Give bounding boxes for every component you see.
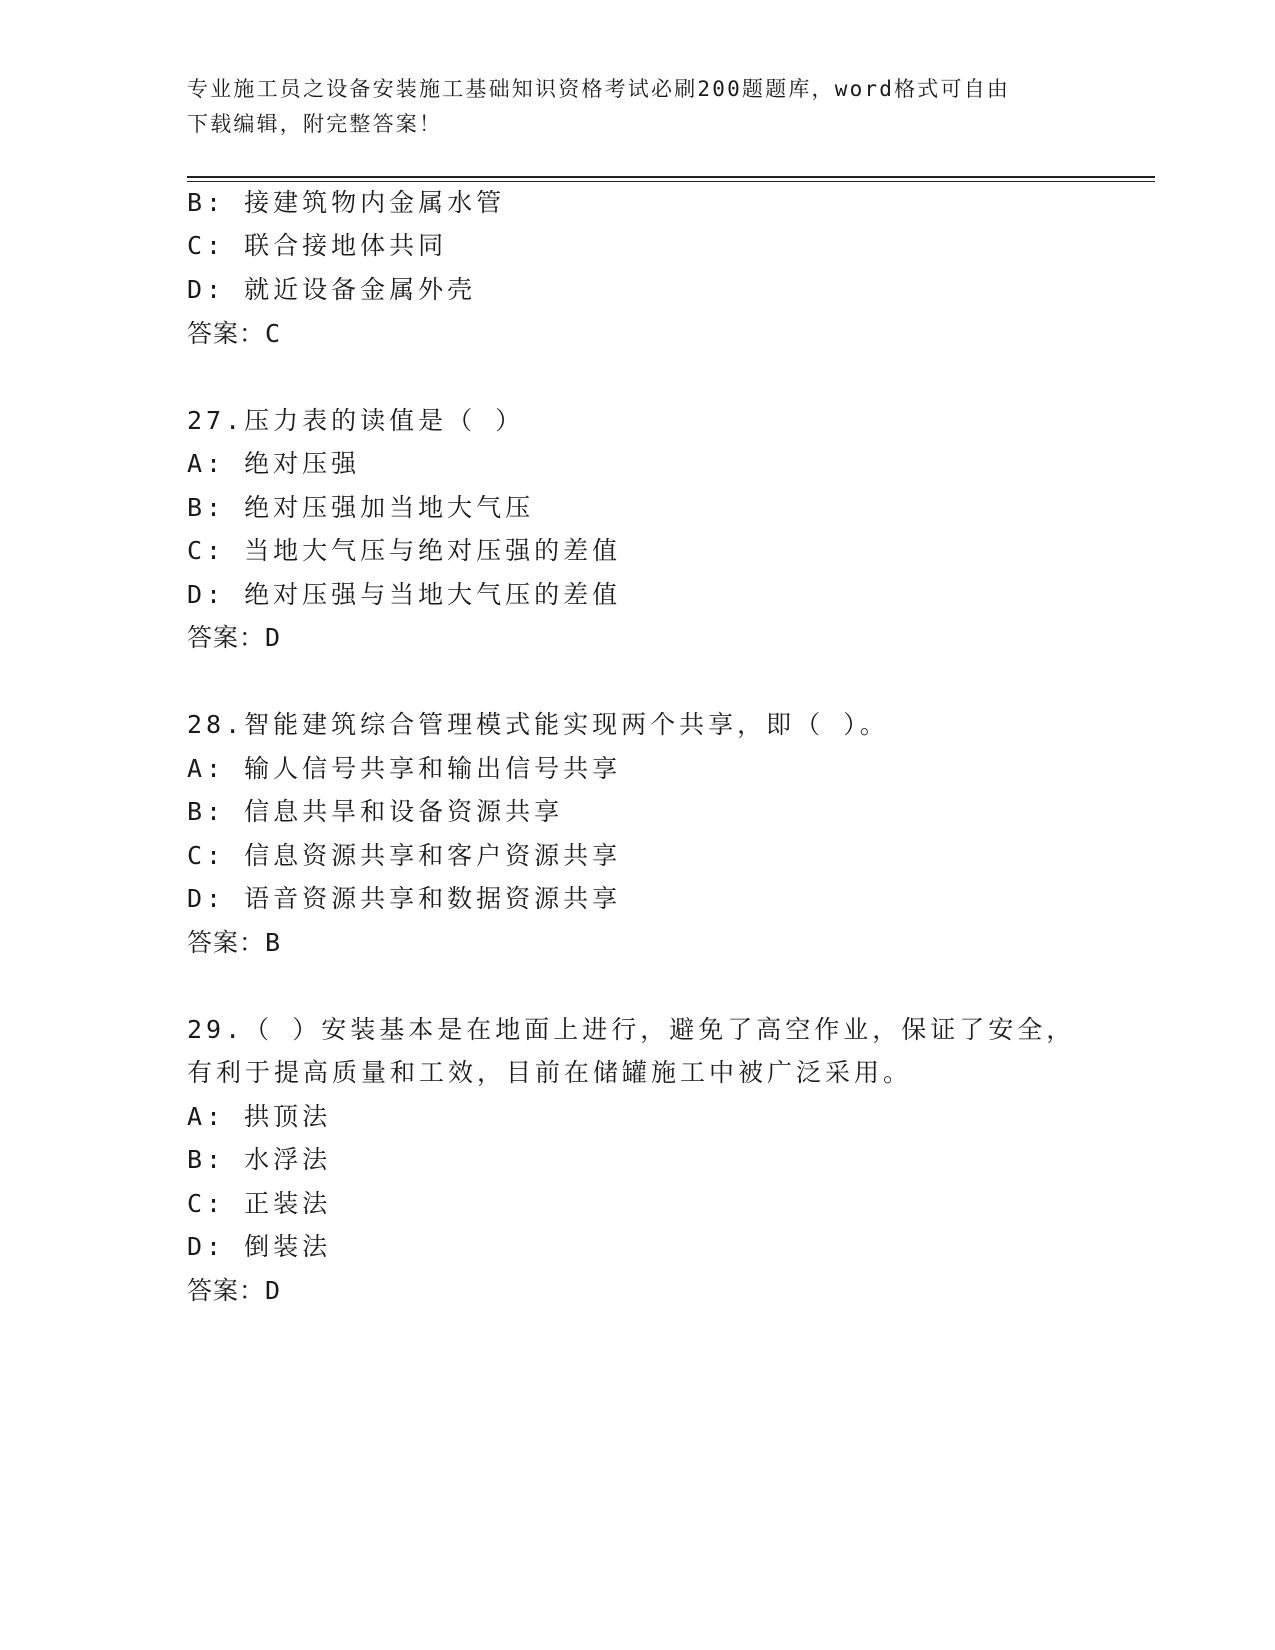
q29-option-a: A: 拱顶法 xyxy=(187,1102,332,1131)
q27-answer xyxy=(187,621,281,655)
header-line-1: 专业施工员之设备安装施工基础知识资格考试必刷200题题库，word格式可自由 xyxy=(187,77,1011,101)
q28-option-c: C: 信息资源共享和客户资源共享 xyxy=(187,841,622,870)
answer-value: D xyxy=(265,623,282,652)
q27-option-c: C: 当地大气压与绝对压强的差值 xyxy=(187,536,622,565)
header-divider-thick xyxy=(187,176,1155,178)
answer-value: C xyxy=(265,319,282,348)
q28-option-d: D: 语音资源共享和数据资源共享 xyxy=(187,884,622,913)
answer-value: B xyxy=(265,928,282,957)
q29-question-line-2: 有利于提高质量和工效，目前在储罐施工中被广泛采用。 xyxy=(187,1058,913,1087)
answer-label: 答案： xyxy=(187,928,266,957)
document-header xyxy=(187,72,1087,142)
q29-option-d: D: 倒装法 xyxy=(187,1232,332,1261)
q29-answer xyxy=(187,1274,281,1308)
header-divider-thin xyxy=(187,181,1155,182)
answer-label: 答案： xyxy=(187,1276,266,1305)
q28-option-b: B: 信息共旱和设备资源共享 xyxy=(187,797,564,826)
q28-question: 28.智能建筑综合管理模式能实现两个共享，即（ ）。 xyxy=(187,710,889,739)
q27-question: 27.压力表的读值是（ ） xyxy=(187,406,525,435)
q29-option-b: B: 水浮法 xyxy=(187,1145,332,1174)
q29-question-line-1: 29.（ ）安装基本是在地面上进行，避免了高空作业，保证了安全， xyxy=(187,1015,1076,1044)
q29-option-c: C: 正装法 xyxy=(187,1189,332,1218)
q26-option-d: D: 就近设备金属外壳 xyxy=(187,275,477,304)
q28-answer xyxy=(187,926,281,960)
answer-label: 答案： xyxy=(187,623,266,652)
q26-answer xyxy=(187,317,281,351)
answer-value: D xyxy=(265,1276,282,1305)
answer-label: 答案： xyxy=(187,319,266,348)
q26-option-c: C: 联合接地体共同 xyxy=(187,231,448,260)
q27-option-b: B: 绝对压强加当地大气压 xyxy=(187,493,535,522)
q27-option-d: D: 绝对压强与当地大气压的差值 xyxy=(187,580,622,609)
header-line-2: 下载编辑，附完整答案！ xyxy=(187,112,443,136)
q28-option-a: A: 输人信号共享和输出信号共享 xyxy=(187,754,622,783)
q26-option-b: B: 接建筑物内金属水管 xyxy=(187,188,506,217)
q27-option-a: A: 绝对压强 xyxy=(187,449,361,478)
